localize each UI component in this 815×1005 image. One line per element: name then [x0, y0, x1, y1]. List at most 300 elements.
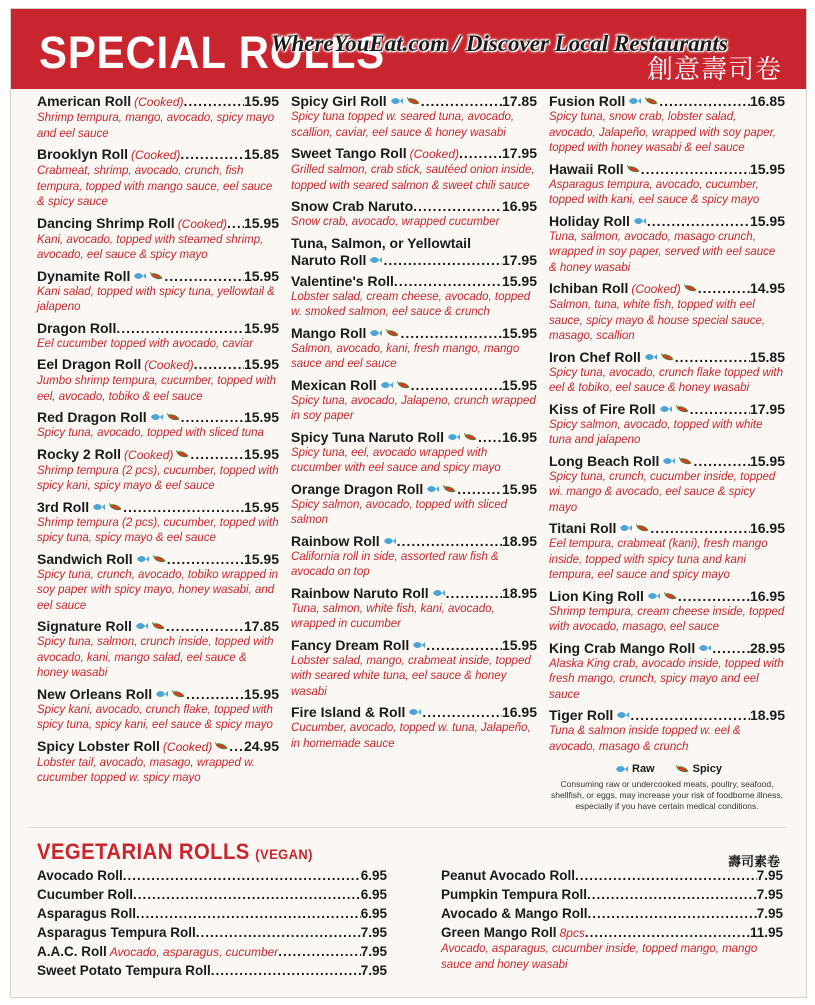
- menu-item: [37, 320, 279, 353]
- menu-item-line: [291, 429, 537, 446]
- page-title-chinese: 創意壽司卷: [646, 55, 782, 85]
- menu-item-description: Spicy tuna, crunch, cucumber inside, topped wi. mango & avocado, eel sauce & spicy mayo: [549, 470, 776, 514]
- menu-item-description: Spicy tuna, salmon, crunch inside, topped with avocado, kani, mango salad, eel sauce & honey wasabi: [37, 636, 274, 679]
- menu-item-price: 18.95: [501, 584, 537, 601]
- vegetarian-title: [37, 839, 313, 865]
- veg-item-note: Avocado, asparagus, cucumber: [109, 945, 279, 959]
- raw-fish-icon: [135, 618, 149, 635]
- chili-pepper-icon: [627, 161, 641, 178]
- menu-item-name: Sweet Tango Roll: [291, 145, 407, 161]
- chili-pepper-icon: [153, 551, 167, 568]
- menu-item-description: Alaska King crab, avocado inside, topped with fresh mango, crunch, spicy mayo and eel sauce: [549, 657, 784, 701]
- menu-item: [37, 268, 279, 316]
- menu-item-description: Spicy tuna, eel, avocado wrapped with cucumber with eel sauce and spicy mayo: [291, 446, 501, 474]
- menu-item-line: [291, 325, 537, 342]
- menu-item: [291, 145, 537, 194]
- menu-item-line: [291, 198, 537, 215]
- raw-fish-icon: [155, 686, 169, 703]
- price-leader: [698, 280, 750, 297]
- menu-item-price: 17.95: [501, 251, 537, 268]
- price-leader: [413, 198, 502, 215]
- menu-item-line: [549, 520, 785, 537]
- cooked-tag: (Cooked): [162, 739, 213, 754]
- menu-item-name: Long Beach Roll: [549, 452, 660, 469]
- menu-item: [291, 252, 537, 269]
- menu-item-price: 15.95: [501, 324, 537, 341]
- chili-pepper-icon: [167, 409, 181, 426]
- menu-item-name: Hawaii Roll: [549, 160, 624, 177]
- menu-item-price: 15.95: [749, 452, 785, 469]
- menu-item-name: Mango Roll: [291, 324, 367, 341]
- menu-item-line: [549, 93, 785, 110]
- chili-pepper-icon: [684, 280, 698, 297]
- legend-raw-label: Raw: [632, 763, 655, 775]
- menu-item-name: Tiger Roll: [549, 707, 614, 723]
- chili-pepper-icon: [150, 268, 164, 285]
- menu-item-line: [37, 356, 279, 374]
- menu-item-name: Orange Dragon Roll: [291, 480, 424, 497]
- veg-item-price: 6.95: [360, 868, 387, 883]
- vegetarian-title-text: VEGETARIAN ROLLS: [37, 839, 250, 864]
- price-leader: [397, 533, 502, 550]
- menu-item-price: 15.95: [243, 319, 279, 336]
- menu-item-line: [291, 637, 537, 654]
- menu-item-name: Rainbow Naruto Roll: [291, 584, 429, 601]
- veg-item-line: [37, 943, 387, 961]
- menu-item-price: 15.85: [749, 348, 785, 365]
- price-leader: [457, 481, 502, 498]
- price-leader: [190, 446, 244, 463]
- chili-pepper-icon: [676, 764, 690, 774]
- menu-item-description: Kani salad, topped with spicy tuna, yellowtail & jalapeno: [37, 285, 275, 313]
- chili-pepper-icon: [176, 446, 190, 463]
- menu-item-name: Holiday Roll: [549, 212, 630, 229]
- menu-item-price: 28.95: [749, 639, 785, 656]
- menu-item-price: 15.95: [243, 550, 279, 567]
- menu-item-line: [549, 401, 785, 418]
- menu-item-name: Ichiban Roll: [549, 280, 629, 296]
- menu-item-price: 15.95: [501, 376, 537, 393]
- menu-item-name: Snow Crab Naruto: [291, 198, 414, 214]
- menu-item-price: 16.95: [501, 704, 537, 720]
- raw-fish-icon: [92, 499, 106, 516]
- menu-item: [291, 93, 537, 141]
- price-leader: [167, 551, 244, 568]
- price-leader: [422, 704, 502, 721]
- legend-raw: [612, 763, 655, 775]
- menu-item: [291, 533, 537, 581]
- menu-item-line: [37, 446, 279, 464]
- chili-pepper-icon: [679, 453, 693, 470]
- menu-item-name: Spicy Girl Roll: [291, 93, 387, 109]
- menu-item-line: [549, 349, 785, 366]
- menu-item-price: 15.95: [243, 267, 279, 284]
- menu-item-name: 3rd Roll: [37, 498, 90, 515]
- menu-item: [291, 325, 537, 373]
- legend-spicy: [673, 763, 722, 775]
- raw-fish-icon: [619, 520, 633, 537]
- raw-fish-icon: [615, 764, 629, 774]
- menu-item-description: Eel tempura, crabmeat (kani), fresh mango inside, topped with spicy tuna and kani tempura, eel sauce and spicy mayo: [549, 538, 768, 581]
- menu-item-price: 15.95: [243, 445, 279, 462]
- menu-item-price: 24.95: [243, 737, 279, 754]
- menu-item-description: Shrimp tempura, cream cheese inside, topped with avocado, masago, eel sauce: [549, 605, 785, 633]
- menu-item: [37, 618, 279, 682]
- menu-item-description: Spicy tuna, avocado, Jalapeno, crunch wrapped in soy paper: [291, 394, 536, 422]
- raw-fish-icon: [633, 213, 647, 230]
- menu-item-name: Lion King Roll: [549, 587, 644, 604]
- menu-item-description: Asparagus tempura, avocado, cucumber, topped with kani, eel sauce & spicy mayo: [549, 178, 760, 206]
- price-leader: [227, 215, 244, 232]
- cooked-tag: (Cooked): [409, 147, 459, 161]
- menu-item-name: Titani Roll: [549, 520, 617, 536]
- menu-item-description: Snow crab, avocado, wrapped cucumber: [291, 216, 500, 228]
- raw-fish-icon: [390, 93, 404, 110]
- menu-item: [549, 520, 785, 584]
- menu-item: [37, 409, 279, 442]
- menu-item: [291, 481, 537, 529]
- menu-item-description: Tuna & salmon inside topped w. eel & avocado, masago & crunch: [549, 725, 741, 753]
- price-leader: [229, 738, 244, 755]
- price-leader: [136, 905, 361, 923]
- price-leader: [659, 93, 750, 110]
- menu-item: [291, 198, 537, 231]
- menu-item: [37, 738, 279, 787]
- menu-item-description: Lobster salad, cream cheese, avocado, topped w. smoked salmon, eel sauce & crunch: [291, 290, 531, 318]
- menu-item-price: 15.95: [749, 212, 785, 229]
- menu-item-price: 15.95: [243, 409, 279, 425]
- menu-item-name: Rocky 2 Roll: [37, 445, 122, 462]
- chili-pepper-icon: [152, 618, 166, 635]
- menu-item-name: Dancing Shrimp Roll: [37, 214, 175, 231]
- menu-item-name: Iron Chef Roll: [549, 348, 641, 365]
- chili-pepper-icon: [386, 325, 400, 342]
- chili-pepper-icon: [397, 377, 411, 394]
- menu-item-line: [37, 93, 279, 111]
- legend-holder: [549, 763, 785, 812]
- menu-item-description: Grilled salmon, crab stick, sautéed onion inside, topped with seared salmon & sweet chili sauce: [291, 164, 535, 192]
- menu-item-description: Salmon, tuna, white fish, topped with eel sauce, spicy mayo & house special sauce, masago, scallion: [549, 299, 766, 342]
- header-banner: [11, 9, 807, 89]
- chili-pepper-icon: [664, 588, 678, 605]
- menu-item-price: 15.95: [501, 480, 537, 497]
- raw-fish-icon: [136, 551, 150, 568]
- price-leader: [675, 349, 750, 366]
- vegetarian-column-2: [441, 867, 783, 974]
- menu-item-name: Fancy Dream Roll: [291, 636, 410, 653]
- menu-item-line: [291, 235, 537, 252]
- menu-item-price: 15.95: [243, 356, 279, 372]
- veg-item-name: Sweet Potato Tempura Roll: [37, 963, 211, 978]
- menu-item-line: [37, 686, 279, 703]
- menu-item-name: Brooklyn Roll: [37, 146, 129, 162]
- price-leader: [278, 943, 360, 961]
- menu-item-name: American Roll: [37, 93, 132, 109]
- veg-item-name: Avocado & Mango Roll: [441, 906, 588, 921]
- veg-item-line: [37, 867, 387, 885]
- menu-item-price: 17.95: [749, 400, 785, 417]
- price-leader: [133, 886, 361, 904]
- menu-item-price: 14.95: [749, 280, 785, 296]
- menu-item-line: [37, 409, 279, 426]
- price-leader: [164, 268, 244, 285]
- menu-item-description: Lobster salad, mango, crabmeat inside, topped with seared white tuna, eel sauce & honey wasabi: [291, 654, 531, 698]
- veg-item-name: Pumpkin Tempura Roll: [441, 887, 588, 902]
- watermark: WhereYouEat.com / Discover Local Restaurants: [271, 31, 728, 56]
- menu-item: [291, 377, 537, 425]
- raw-fish-icon: [412, 637, 426, 654]
- menu-item: [549, 349, 785, 397]
- veg-item-note: 8pcs: [559, 926, 585, 940]
- menu-item-line: [37, 551, 279, 568]
- veg-item: [37, 943, 387, 961]
- menu-item-price: 15.95: [243, 93, 279, 109]
- raw-fish-icon: [133, 268, 147, 285]
- menu-item-price: 16.95: [501, 198, 537, 214]
- veg-item: [441, 867, 783, 885]
- veg-item-line: [441, 886, 783, 904]
- vegetarian-title-chinese: 壽司素卷: [727, 854, 780, 869]
- menu-item-description: Shrimp tempura, mango, avocado, spicy mayo and eel sauce: [37, 112, 275, 140]
- menu-item-name: Spicy Tuna Naruto Roll: [291, 428, 444, 445]
- menu-item-line: [549, 640, 785, 657]
- cooked-tag: (Cooked): [124, 447, 174, 462]
- price-leader: [459, 145, 502, 162]
- veg-item: [441, 886, 783, 904]
- veg-item: [37, 962, 387, 980]
- raw-fish-icon: [659, 401, 673, 418]
- menu-item-description: Spicy tuna, crunch, avocado, tobiko wrapped in soy paper with spicy mayo, honey wasabi, and eel sauce: [37, 568, 279, 612]
- menu-item-line: [37, 499, 279, 516]
- menu-item: [549, 453, 785, 517]
- menu-item-description: Jumbo shrimp tempura, cucumber, topped with eel, avocado, tobiko & eel sauce: [37, 375, 277, 403]
- veg-item-line: [37, 924, 387, 942]
- menu-item-description: Shrimp tempura (2 pcs), cucumber, topped with spicy tuna, spicy mayo & eel sauce: [37, 516, 279, 544]
- menu-page: [10, 8, 807, 998]
- price-leader: [630, 707, 750, 724]
- menu-item-line: [291, 145, 537, 163]
- menu-item-line: [549, 280, 785, 298]
- menu-item-description: Tuna, salmon, white fish, kani, avocado, wrapped in cucumber: [291, 602, 495, 630]
- menu-item: [291, 429, 537, 477]
- menu-item-name: Kiss of Fire Roll: [549, 400, 656, 417]
- raw-fish-icon: [369, 325, 383, 342]
- raw-fish-icon: [426, 481, 440, 498]
- menu-item-line: [291, 533, 537, 550]
- veg-item: [37, 924, 387, 942]
- menu-item-price: 18.95: [749, 707, 785, 723]
- price-leader: [478, 429, 502, 446]
- menu-item: [549, 401, 785, 449]
- menu-item: [37, 686, 279, 734]
- price-leader: [411, 377, 502, 394]
- menu-item-description: Salmon, avocado, kani, fresh mango, mango sauce and eel sauce: [291, 342, 520, 370]
- raw-fish-icon: [432, 585, 446, 602]
- menu-item-line: [291, 252, 537, 269]
- menu-item: [37, 551, 279, 615]
- menu-item-line: [549, 213, 785, 230]
- raw-fish-icon: [383, 533, 397, 550]
- menu-item-price: 15.95: [243, 498, 279, 515]
- price-leader: [690, 401, 750, 418]
- price-leader: [678, 588, 750, 605]
- price-leader: [184, 93, 244, 110]
- price-leader: [426, 637, 502, 654]
- menu-item-name: Red Dragon Roll: [37, 409, 147, 425]
- veg-item-line: [37, 886, 387, 904]
- price-leader: [196, 924, 361, 942]
- cooked-tag: (Cooked): [144, 358, 194, 372]
- menu-item-line: [291, 585, 537, 602]
- menu-item: [549, 161, 785, 209]
- raw-fish-icon: [380, 377, 394, 394]
- menu-item: [549, 707, 785, 755]
- menu-item-name: Eel Dragon Roll: [37, 356, 142, 372]
- veg-item-price: 7.95: [360, 925, 387, 940]
- menu-item-line: [37, 618, 279, 635]
- chili-pepper-icon: [645, 93, 659, 110]
- menu-item: [37, 446, 279, 495]
- veg-item-price: 7.95: [756, 887, 783, 902]
- veg-item-name: Cucumber Roll: [37, 887, 134, 902]
- icon-legend: [549, 763, 785, 775]
- menu-item-line: [37, 320, 279, 337]
- raw-fish-icon: [616, 707, 630, 724]
- chili-pepper-icon: [661, 349, 675, 366]
- menu-item-description: Lobster tail, avocado, masago, wrapped w. cucumber topped w. spicy mayo: [37, 756, 255, 784]
- chili-pepper-icon: [443, 481, 457, 498]
- menu-item: [37, 499, 279, 547]
- price-leader: [211, 962, 361, 980]
- chili-pepper-icon: [636, 520, 650, 537]
- veg-item-price: 7.95: [360, 944, 387, 959]
- menu-item-description: Kani, avocado, topped with steamed shrimp, avocado, eel sauce & spicy mayo: [37, 233, 264, 261]
- chili-pepper-icon: [109, 499, 123, 516]
- cooked-tag: (Cooked): [177, 216, 228, 231]
- vegetarian-subtitle: (VEGAN): [255, 846, 313, 862]
- cooked-tag: (Cooked): [631, 282, 681, 296]
- veg-item-price: 7.95: [360, 963, 387, 978]
- menu-item-name: Dynamite Roll: [37, 267, 131, 284]
- menu-item-price: 16.95: [749, 587, 785, 604]
- menu-item-line: [37, 215, 279, 233]
- veg-item-description: Avocado, asparagus, cucumber inside, topped mango, mango sauce and honey wasabi: [441, 943, 758, 971]
- menu-column-3: [549, 93, 785, 812]
- price-leader: [180, 146, 244, 163]
- menu-item: [291, 637, 537, 701]
- menu-item-description: California roll in side, assorted raw fish & avocado on top: [291, 550, 499, 578]
- menu-item: [549, 588, 785, 636]
- menu-item-price: 18.95: [501, 532, 537, 549]
- menu-item-description: Spicy tuna, avocado, crunch flake topped with eel & tobiko, eel sauce & honey wasabi: [549, 366, 783, 394]
- veg-item: [37, 867, 387, 885]
- menu-item-line: [549, 453, 785, 470]
- price-leader: [123, 499, 244, 516]
- menu-item-name: Naruto Roll: [291, 251, 367, 268]
- price-leader: [712, 640, 750, 657]
- menu-item: [549, 640, 785, 704]
- menu-item-price: 16.85: [749, 93, 785, 109]
- price-leader: [588, 905, 757, 923]
- raw-fish-icon: [662, 453, 676, 470]
- veg-item-price: 6.95: [360, 906, 387, 921]
- menu-item: [291, 704, 537, 752]
- menu-item: [37, 93, 279, 142]
- veg-item-price: 6.95: [360, 887, 387, 902]
- price-leader: [641, 161, 750, 178]
- veg-item: [441, 924, 783, 973]
- price-leader: [394, 273, 502, 290]
- veg-item-name: Avocado Roll: [37, 868, 123, 883]
- menu-item-description: Tuna, salmon, avocado, masago crunch, wrapped in soy paper, served with eel sauce & honey wasabi: [549, 230, 776, 274]
- menu-item-line: [291, 377, 537, 394]
- food-safety-disclaimer: Consuming raw or undercooked meats, poultry, seafood, shellfish, or eggs, may increase your risk of foodborne illness, especially if you have certain medical conditions.: [551, 779, 783, 811]
- menu-item: [549, 213, 785, 277]
- price-leader: [650, 520, 750, 537]
- menu-item: [291, 235, 537, 252]
- menu-item-description: Shrimp tempura (2 pcs), cucumber, topped with spicy kani, spicy mayo & eel sauce: [37, 464, 279, 492]
- menu-item-line: [37, 738, 279, 756]
- price-leader: [116, 320, 244, 337]
- price-leader: [587, 886, 757, 904]
- price-leader: [166, 618, 244, 635]
- vegetarian-column-1: [37, 867, 387, 981]
- price-leader: [693, 453, 750, 470]
- price-leader: [400, 325, 502, 342]
- menu-item-description: Crabmeat, shrimp, avocado, crunch, fish tempura, topped with mango sauce, eel sauce & spicy sauce: [37, 165, 273, 208]
- menu-column-1: [37, 93, 279, 791]
- price-leader: [421, 93, 502, 110]
- raw-fish-icon: [150, 409, 164, 426]
- price-leader: [383, 252, 502, 269]
- menu-item-name: Signature Roll: [37, 618, 132, 634]
- menu-item-name: Valentine's Roll: [291, 272, 394, 289]
- veg-item: [441, 905, 783, 923]
- menu-item-name: New Orleans Roll: [37, 685, 153, 702]
- menu-item-price: 15.95: [501, 272, 537, 289]
- section-divider: [27, 827, 787, 828]
- veg-item-name: Green Mango Roll: [441, 925, 557, 940]
- raw-fish-icon: [408, 704, 422, 721]
- menu-item: [291, 273, 537, 321]
- menu-item: [37, 146, 279, 211]
- menu-item-name: King Crab Mango Roll: [549, 639, 696, 656]
- menu-item: [549, 280, 785, 345]
- menu-item: [291, 585, 537, 633]
- menu-item: [37, 215, 279, 264]
- price-leader: [575, 867, 757, 885]
- veg-item-price: 7.95: [756, 868, 783, 883]
- menu-item-line: [291, 93, 537, 110]
- chili-pepper-icon: [464, 429, 478, 446]
- raw-fish-icon: [698, 640, 712, 657]
- menu-item-description: Spicy salmon, avocado, topped with sliced salmon: [291, 498, 508, 526]
- price-leader: [181, 409, 244, 426]
- menu-item-line: [291, 704, 537, 721]
- menu-item-name: Rainbow Roll: [291, 532, 380, 549]
- menu-item-price: 15.85: [243, 146, 279, 162]
- veg-item-name: A.A.C. Roll: [37, 944, 107, 959]
- menu-item-description: Spicy tuna, avocado, topped with sliced tuna: [37, 427, 264, 439]
- raw-fish-icon: [647, 588, 661, 605]
- menu-item-name: Mexican Roll: [291, 376, 377, 393]
- menu-item-line: [291, 273, 537, 290]
- veg-item-name: Asparagus Roll: [37, 906, 137, 921]
- menu-item-description: Spicy kani, avocado, crunch flake, topped with spicy tuna, spicy kani, eel sauce & spicy mayo: [37, 703, 273, 731]
- menu-item-name: Sandwich Roll: [37, 550, 133, 567]
- raw-fish-icon: [644, 349, 658, 366]
- menu-item-price: 15.95: [243, 214, 279, 231]
